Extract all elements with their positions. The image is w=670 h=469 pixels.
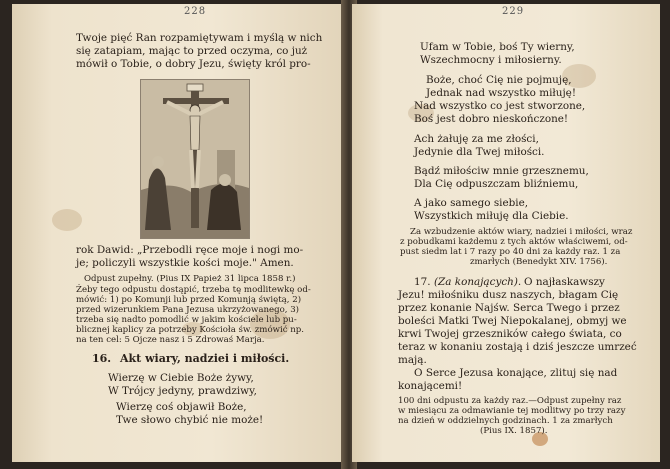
note-line: na dzień w oddzielnych godzinach. 1 za zmarłych — [398, 416, 613, 426]
verse-line: Jedynie dla Twej miłości. — [414, 146, 545, 158]
verse-line: Nad wszystko co jest stworzone, — [414, 100, 586, 112]
prayer-line: O najłaskawszy — [524, 276, 605, 288]
prayer-line: krwi Twojej grzeszników całego świata, co — [398, 328, 622, 340]
verse-line: Ach żałuję za me złości, — [414, 133, 539, 145]
verse-line: Wierzę w Ciebie Boże żywy, — [108, 372, 254, 384]
note-line: w miesiącu za odmawianie tej modlitwy po trzy razy — [398, 406, 626, 416]
section-title: Akt wiary, nadziei i miłości. — [120, 352, 290, 365]
note-line: (Pius IX. 1857). — [480, 426, 548, 436]
indulgence-line: Żeby tego odpustu dostąpić, trzeba tę modlitewkę od- — [76, 285, 311, 295]
page-number: 229 — [502, 6, 525, 17]
indulgence-line: przed wizerunkiem Pana Jezusa ukrzyżowanego, 3) — [76, 305, 300, 315]
verse-line: Twe słowo chybić nie może! — [116, 414, 264, 426]
verse-line: Ufam w Tobie, boś Ty wierny, — [420, 41, 575, 53]
indulgence-line: zmarłych (Benedykt XIV. 1756). — [470, 257, 608, 267]
section-title: (Za konających). — [434, 276, 522, 288]
indulgence-line: mówić: 1) po Komunji lub przed Komunją świętą, 2) — [76, 295, 302, 305]
text-line: rok Dawid: „Przebodli ręce moje i nogi mo- — [76, 244, 304, 256]
heart-prayer-line: konającemi! — [398, 380, 463, 392]
indulgence-header: Odpust zupełny. (Pius IX Papież 31 lipca 1858 r.) — [84, 274, 296, 284]
heart-prayer-line: O Serce Jezusa konające, zlituj się nad — [414, 367, 618, 379]
page-number: 228 — [184, 6, 207, 17]
text-line: Twoje pięć Ran rozpamiętywam i myślą w nich — [76, 32, 323, 44]
prayer-line: przez konanie Najśw. Serca Twego i przez — [398, 302, 620, 314]
verse-line: Boże, choć Cię nie pojmuję, — [426, 74, 572, 86]
indulgence-line: Za wzbudzenie aktów wiary, nadziei i miłości, wraz — [410, 227, 633, 237]
left-page — [12, 4, 345, 462]
crucifixion-engraving-icon — [141, 80, 249, 238]
prayer-line: boleści Matki Twej Niepokalanej, obmyj we — [398, 315, 627, 327]
verse-line: Wszystkich miłuję dla Ciebie. — [414, 210, 569, 222]
indulgence-line: pust siedm lat i 7 razy po 40 dni za każdy raz. 1 za — [400, 247, 621, 257]
paper-stain — [52, 209, 82, 231]
verse-line: A jako samego siebie, — [414, 197, 529, 209]
verse-line: Wierzę coś objawił Boże, — [116, 401, 247, 413]
verse-line: W Trójcy jedyny, prawdziwy, — [108, 385, 257, 397]
text-line: mówił o Tobie, o dobry Jezu, święty król pro- — [76, 58, 311, 70]
verse-line: Boś jest dobro nieskończone! — [414, 113, 569, 125]
verse-line: Wszechmocny i miłosierny. — [420, 54, 562, 66]
verse-line: Bądź miłościw mnie grzesznemu, — [414, 165, 589, 177]
prayer-line: Jezu! miłośniku dusz naszych, błagam Cię — [398, 289, 619, 301]
indulgence-line: blicznej kaplicy za potrzeby Kościoła św. zmówić np. — [76, 325, 305, 335]
section-number: 17. — [414, 276, 431, 288]
verse-line: Dla Cię odpuszczam bliźniemu, — [414, 178, 579, 190]
indulgence-line: trzeba się nadto pomodlić w jakim kościele lub pu- — [76, 315, 297, 325]
section-number: 16. — [92, 352, 112, 365]
verse-line: Jednak nad wszystko miłuję! — [426, 87, 577, 99]
crucifixion-illustration — [140, 79, 250, 239]
text-line: je; policzyli wszystkie kości moje." Amen. — [76, 257, 294, 269]
prayer-line: teraz w konaniu zostają i dziś jeszcze umrzeć — [398, 341, 637, 353]
right-page — [352, 4, 660, 462]
note-line: 100 dni odpustu za każdy raz.—Odpust zupełny raz — [398, 396, 622, 406]
indulgence-line: z pobudkami każdemu z tych aktów właściwemi, od- — [400, 237, 628, 247]
prayer-line: mają. — [398, 354, 427, 366]
indulgence-line: na ten cel: 5 Ojcze nasz i 5 Zdrowaś Marja. — [76, 335, 265, 345]
text-line: się zatapiam, mając to przed oczyma, co już — [76, 45, 308, 57]
